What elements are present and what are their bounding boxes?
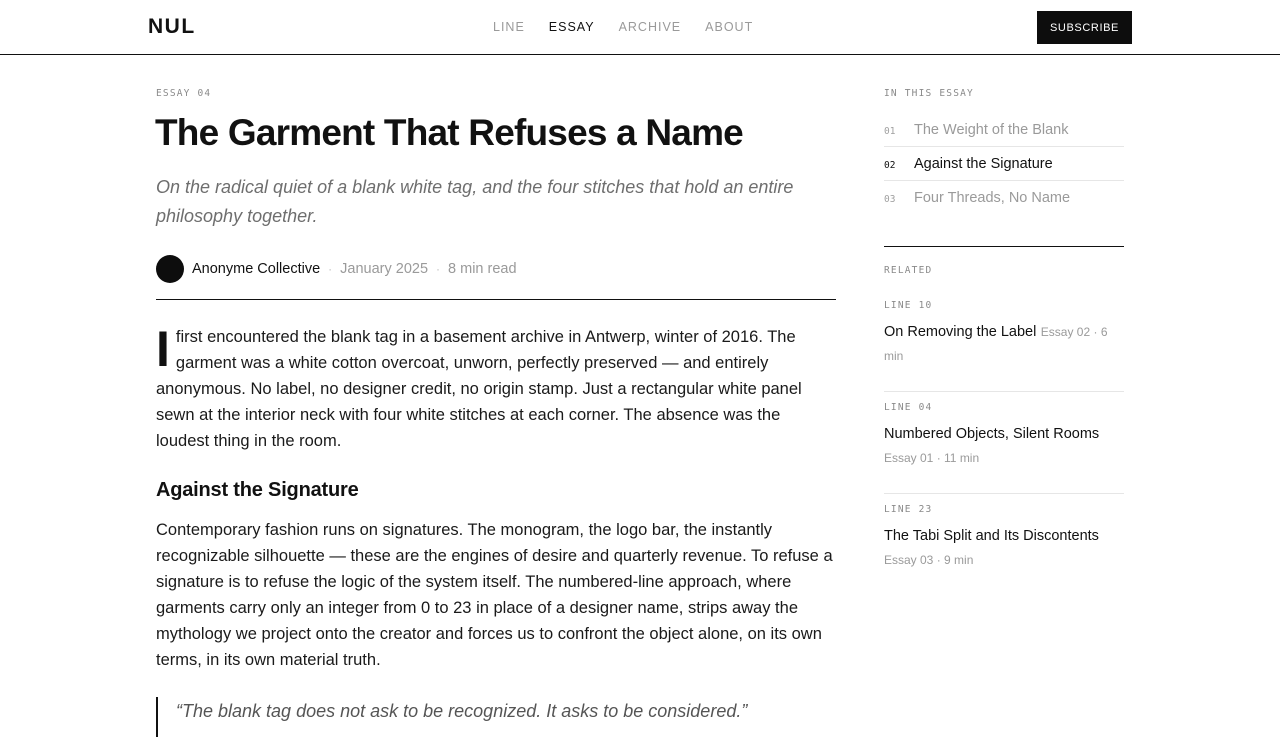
article-title: The Garment That Refuses a Name [155, 112, 743, 153]
main-nav [493, 20, 777, 34]
nav-item-line[interactable]: LINE [493, 20, 525, 34]
author-avatar[interactable] [156, 255, 184, 283]
related-meta: Essay 02 · 6 min [884, 325, 1108, 363]
toc-title: Against the Signature [914, 155, 1053, 172]
nav-item-about[interactable]: ABOUT [705, 20, 754, 34]
toc-label: IN THIS ESSAY [884, 88, 974, 99]
article-paragraph [156, 321, 836, 454]
related-line-number: LINE 04 [884, 402, 933, 413]
pull-quote: “The blank tag does not ask to be recognized. It asks to be considered.” [156, 697, 836, 737]
related-meta: Essay 01 · 11 min [884, 451, 980, 465]
article-kicker: ESSAY 04 [156, 88, 212, 99]
separator-dot: · [328, 262, 333, 276]
separator-dot: · [436, 262, 441, 276]
nav-item-essay[interactable]: ESSAY [548, 20, 595, 34]
related-label: RELATED [884, 265, 933, 276]
toc-item[interactable] [884, 113, 1124, 147]
byline [156, 255, 517, 283]
toc-title: Four Threads, No Name [914, 190, 1071, 206]
related-item[interactable] [884, 392, 1124, 494]
toc-title: The Weight of the Blank [914, 121, 1069, 138]
related-meta: Essay 03 · 9 min [884, 553, 974, 567]
toc-number: 01 [884, 125, 896, 137]
author-name[interactable]: Anonyme Collective [192, 261, 321, 277]
toc-number: 03 [884, 194, 896, 205]
related-item[interactable] [884, 494, 1124, 596]
toc-item[interactable] [884, 181, 1124, 215]
subscribe-button[interactable]: SUBSCRIBE [1037, 11, 1132, 44]
paragraph-text: first encountered the blank tag in a basement archive in Antwerp, winter of 2016. The garment was a white cotton overcoat, unworn, perfectly preserved — and entirely anonymous. No label, no designer credit, no origin stamp. Just a rectangular white panel sewn at the interior neck with four white stitches at each corner. The absence was the loudest thing in the room. [156, 328, 802, 450]
read-time: 8 min read [448, 261, 517, 277]
related-line-number: LINE 23 [884, 504, 933, 515]
byline-divider [156, 299, 836, 300]
publish-date: January 2025 [340, 261, 429, 277]
section-heading: Against the Signature [156, 479, 359, 501]
nav-item-archive[interactable]: ARCHIVE [618, 20, 682, 34]
related-title[interactable]: On Removing the Label [884, 324, 1037, 340]
related-title[interactable]: Numbered Objects, Silent Rooms [884, 426, 1100, 442]
site-header [0, 0, 1280, 55]
article-dek: On the radical quiet of a blank white tag, and the four stitches that hold an entire philosophy together. [156, 177, 794, 226]
sidebar-divider [884, 246, 1124, 247]
related-item[interactable] [884, 290, 1124, 392]
related-list [884, 290, 1124, 596]
toc-item-active[interactable] [884, 147, 1124, 181]
related-title[interactable]: The Tabi Split and Its Discontents [884, 528, 1099, 544]
drop-cap: I [156, 321, 170, 377]
article-paragraph: Contemporary fashion runs on signatures. The monogram, the logo bar, the instantly recognizable silhouette — these are the engines of desire and quarterly revenue. To refuse a signature is to refuse the logic of the system itself. The numbered-line approach, where garments carry only an integer from 0 to 23 in place of a designer name, strips away the mythology we project onto the creator and forces us to confront the object alone, on its own terms, in its own material truth. [156, 521, 833, 669]
table-of-contents [884, 113, 1124, 215]
toc-number: 02 [884, 159, 896, 171]
site-logo[interactable]: NUL [148, 15, 196, 38]
related-line-number: LINE 10 [884, 300, 933, 311]
